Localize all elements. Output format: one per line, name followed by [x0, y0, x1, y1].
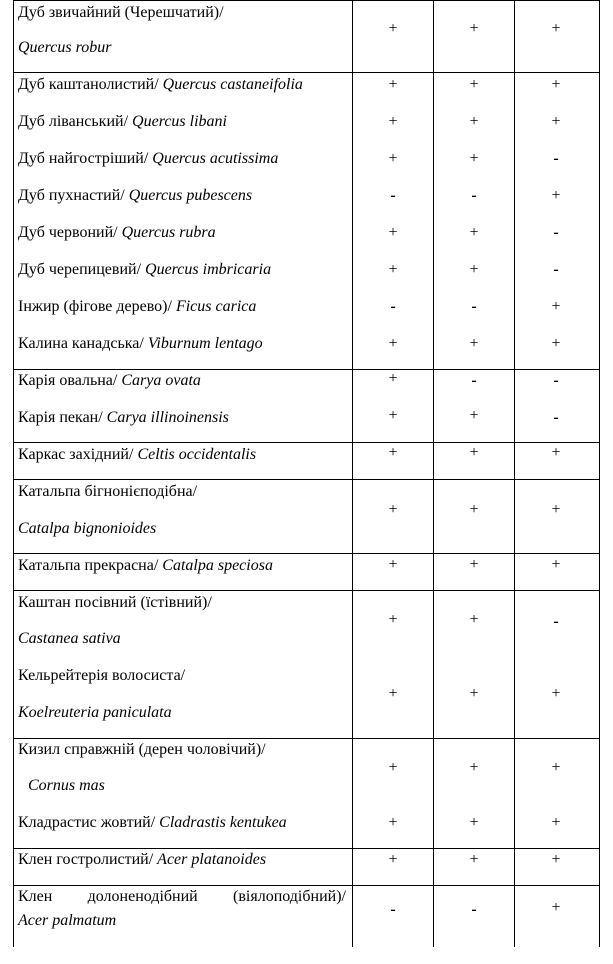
- mark-col-3: +: [551, 335, 561, 352]
- mark-col-1: -: [390, 187, 396, 204]
- column-divider-3: [514, 0, 515, 947]
- mark-col-2: -: [471, 901, 477, 918]
- row-border: [13, 479, 600, 480]
- mark-col-1: +: [388, 501, 398, 518]
- mark-col-3: +: [551, 444, 561, 461]
- mark-col-3: +: [551, 685, 561, 702]
- mark-col-2: +: [469, 851, 479, 868]
- species-row: Каркас західний/ Celtis occidentalis: [18, 446, 257, 463]
- mark-col-3: -: [553, 613, 559, 630]
- species-latin: Castanea sativa: [18, 630, 121, 647]
- mark-col-3: -: [553, 261, 559, 278]
- mark-col-2: -: [471, 372, 477, 389]
- species-name: Каштан посівний (їстівний)/: [18, 594, 212, 611]
- mark-col-1: +: [388, 444, 398, 461]
- mark-col-3: +: [551, 298, 561, 315]
- mark-col-2: +: [469, 814, 479, 831]
- mark-col-1: +: [388, 150, 398, 167]
- species-name: Катальпа бігнонієподібна/: [18, 483, 198, 500]
- mark-col-3: +: [551, 556, 561, 573]
- species-row: Карія овальна/ Carya ovata: [18, 372, 201, 389]
- mark-col-1: +: [388, 407, 398, 424]
- mark-col-2: +: [469, 407, 479, 424]
- species-row: Калина канадська/ Viburnum lentago: [18, 335, 263, 352]
- row-border: [13, 72, 600, 73]
- row-border: [13, 590, 600, 591]
- mark-col-3: -: [553, 224, 559, 241]
- mark-col-1: +: [388, 759, 398, 776]
- mark-col-3: +: [551, 814, 561, 831]
- mark-col-3: +: [551, 759, 561, 776]
- species-latin: Cornus mas: [28, 777, 105, 794]
- species-latin: Catalpa bignonioides: [18, 520, 157, 537]
- mark-col-1: +: [388, 76, 398, 93]
- mark-col-2: +: [469, 150, 479, 167]
- species-name: Клен долоненодібний (віялоподібний)/: [18, 888, 346, 905]
- species-row: Катальпа прекрасна/ Catalpa speciosa: [18, 557, 273, 574]
- mark-col-3: +: [551, 113, 561, 130]
- mark-col-1: +: [388, 224, 398, 241]
- species-row: Дуб каштанолистий/ Quercus castaneifolia: [18, 76, 303, 93]
- table-border-right: [599, 0, 600, 947]
- row-border: [13, 738, 600, 739]
- mark-col-2: +: [469, 20, 479, 37]
- mark-col-2: +: [469, 685, 479, 702]
- species-row: Дуб найгостріший/ Quercus acutissima: [18, 150, 279, 167]
- mark-col-2: +: [469, 611, 479, 628]
- mark-col-1: +: [388, 851, 398, 868]
- mark-col-1: +: [388, 556, 398, 573]
- species-row: Клен гостролистий/ Acer platanoides: [18, 851, 267, 868]
- species-name: Дуб звичайний (Черешчатий)/: [18, 4, 224, 21]
- row-border: [13, 442, 600, 443]
- species-row: Дуб червоний/ Quercus rubra: [18, 224, 216, 241]
- mark-col-1: -: [390, 901, 396, 918]
- species-latin: Acer palmatum: [18, 912, 117, 929]
- mark-col-3: +: [551, 20, 561, 37]
- mark-col-3: +: [551, 187, 561, 204]
- species-row: Інжир (фігове дерево)/ Ficus carica: [18, 298, 257, 315]
- mark-col-3: -: [553, 409, 559, 426]
- mark-col-2: +: [469, 76, 479, 93]
- mark-col-2: +: [469, 335, 479, 352]
- mark-col-3: +: [551, 899, 561, 916]
- species-latin: Koelreuteria paniculata: [18, 704, 172, 721]
- mark-col-3: +: [551, 76, 561, 93]
- mark-col-2: +: [469, 501, 479, 518]
- species-latin: Quercus robur: [18, 39, 112, 56]
- mark-col-1: +: [388, 370, 398, 387]
- species-name: Кизил справжній (дерен чоловічий)/: [18, 741, 266, 758]
- mark-col-2: +: [469, 224, 479, 241]
- mark-col-2: -: [471, 187, 477, 204]
- species-name: Кельрейтерія волосиста/: [18, 667, 186, 684]
- species-row: Карія пекан/ Carya illinoinensis: [18, 409, 229, 426]
- mark-col-1: +: [388, 814, 398, 831]
- mark-col-2: +: [469, 261, 479, 278]
- table-border-left: [13, 0, 14, 947]
- row-border: [13, 0, 600, 1]
- mark-col-3: +: [551, 851, 561, 868]
- mark-col-1: +: [388, 261, 398, 278]
- mark-col-1: +: [388, 685, 398, 702]
- mark-col-1: +: [388, 113, 398, 130]
- mark-col-2: -: [471, 298, 477, 315]
- row-border: [13, 553, 600, 554]
- mark-col-3: -: [553, 372, 559, 389]
- mark-col-2: +: [469, 556, 479, 573]
- mark-col-1: -: [390, 298, 396, 315]
- column-divider-1: [352, 0, 353, 947]
- mark-col-3: +: [551, 501, 561, 518]
- species-row: Дуб ліванський/ Quercus libani: [18, 113, 227, 130]
- mark-col-2: +: [469, 113, 479, 130]
- row-border: [13, 885, 600, 886]
- mark-col-2: +: [469, 444, 479, 461]
- column-divider-2: [433, 0, 434, 947]
- mark-col-2: +: [469, 759, 479, 776]
- row-border: [13, 369, 600, 370]
- mark-col-1: +: [388, 335, 398, 352]
- mark-col-1: +: [388, 20, 398, 37]
- row-border: [13, 848, 600, 849]
- mark-col-3: -: [553, 150, 559, 167]
- species-row: Кладрастис жовтий/ Cladrastis kentukea: [18, 814, 287, 831]
- species-row: Дуб черепицевий/ Quercus imbricaria: [18, 261, 272, 278]
- species-row: Дуб пухнастий/ Quercus pubescens: [18, 187, 253, 204]
- mark-col-1: +: [388, 611, 398, 628]
